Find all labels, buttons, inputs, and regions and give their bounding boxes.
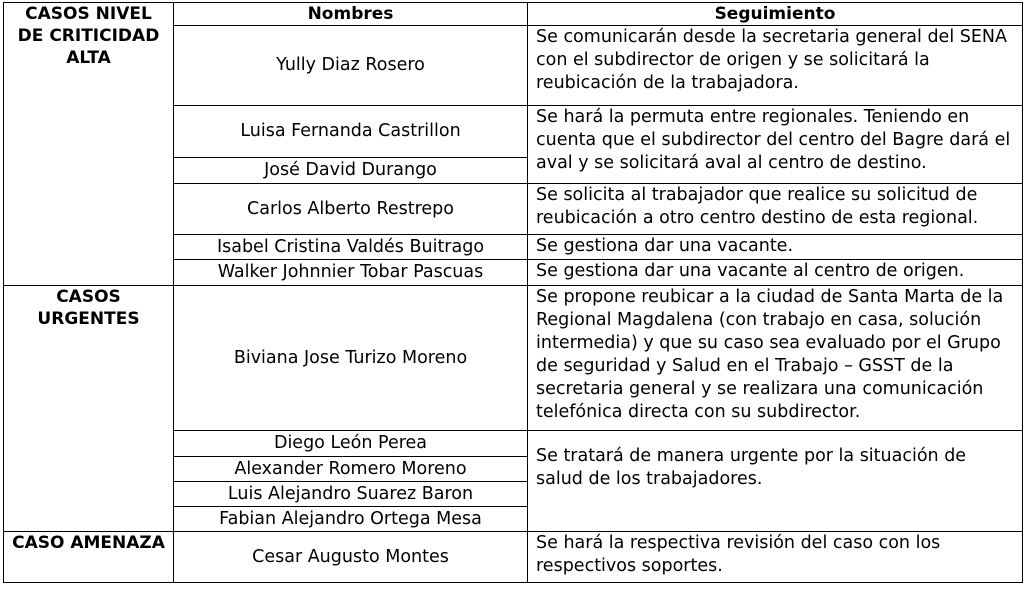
name-cell: José David Durango xyxy=(174,158,528,184)
followup-cell: Se hará la permuta entre regionales. Teniendo en cuenta que el subdirector del centro del Bagre dará el aval y se solicitará aval al centro de destino. xyxy=(528,106,1023,184)
name-cell: Cesar Augusto Montes xyxy=(174,532,528,583)
followup-cell: Se gestiona dar una vacante. xyxy=(528,235,1023,260)
table-row xyxy=(4,532,1023,583)
category-threat: CASO AMENAZA xyxy=(4,532,174,583)
followup-cell: Se propone reubicar a la ciudad de Santa Marta de la Regional Magdalena (con trabajo en casa, solución intermedia) y que su caso sea evaluado por el Grupo de seguridad y Salud en el Trabajo – GSST de la secretaria general y se realizara una comunicación telefónica directa con su subdirector. xyxy=(528,286,1023,431)
name-cell: Walker Johnnier Tobar Pascuas xyxy=(174,260,528,286)
name-cell: Diego León Perea xyxy=(174,431,528,457)
category-urgent: CASOS URGENTES xyxy=(4,286,174,532)
name-cell: Carlos Alberto Restrepo xyxy=(174,184,528,235)
table-row xyxy=(4,3,1023,26)
name-cell: Luisa Fernanda Castrillon xyxy=(174,106,528,158)
table-row xyxy=(4,286,1023,431)
name-cell: Fabian Alejandro Ortega Mesa xyxy=(174,507,528,532)
name-cell: Biviana Jose Turizo Moreno xyxy=(174,286,528,431)
column-header-names: Nombres xyxy=(174,3,528,26)
column-header-followup: Seguimiento xyxy=(528,3,1023,26)
followup-cell: Se hará la respectiva revisión del caso con los respectivos soportes. xyxy=(528,532,1023,583)
followup-cell: Se tratará de manera urgente por la situación de salud de los trabajadores. xyxy=(528,431,1023,532)
followup-cell: Se solicita al trabajador que realice su solicitud de reubicación a otro centro destino de esta regional. xyxy=(528,184,1023,235)
category-high-criticality: CASOS NIVEL DE CRITICIDAD ALTA xyxy=(4,3,174,286)
cases-table xyxy=(3,2,1023,583)
name-cell: Yully Diaz Rosero xyxy=(174,26,528,106)
name-cell: Luis Alejandro Suarez Baron xyxy=(174,482,528,507)
name-cell: Alexander Romero Moreno xyxy=(174,457,528,482)
followup-cell: Se gestiona dar una vacante al centro de origen. xyxy=(528,260,1023,286)
followup-cell: Se comunicarán desde la secretaria general del SENA con el subdirector de origen y se solicitará la reubicación de la trabajadora. xyxy=(528,26,1023,106)
name-cell: Isabel Cristina Valdés Buitrago xyxy=(174,235,528,260)
